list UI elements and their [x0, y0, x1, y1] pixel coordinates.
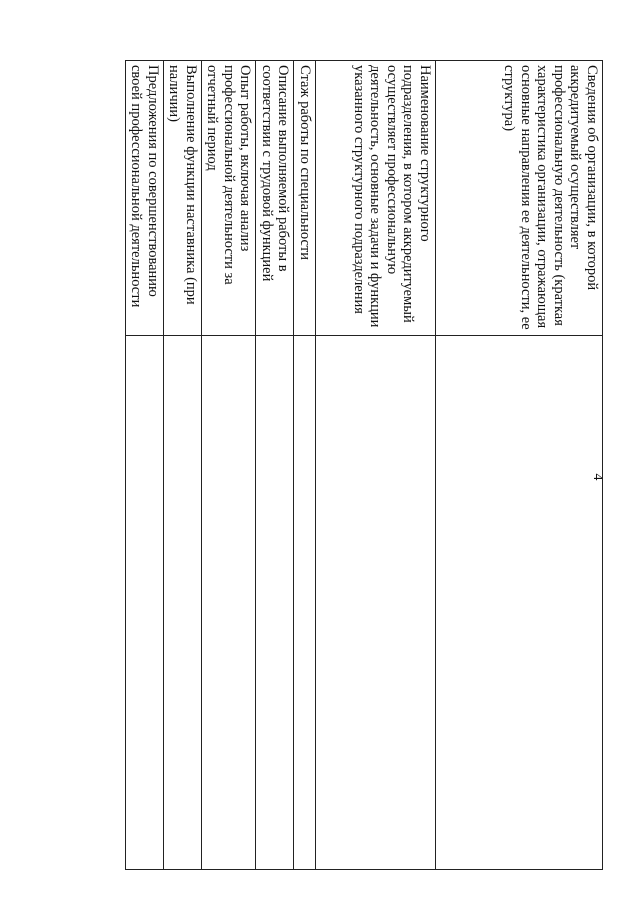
form-table-rotated: [128, 60, 603, 870]
row-value-structural-unit[interactable]: [316, 336, 436, 870]
row-label-mentoring: Выполнение функции наставника (при наличии): [164, 61, 202, 336]
table-row: [294, 61, 316, 870]
row-label-work-description: Описание выполняемой работы в соответствии с трудовой функцией: [256, 61, 294, 336]
table-row: [256, 61, 294, 870]
row-value-mentoring[interactable]: [164, 336, 202, 870]
row-value-organization-info[interactable]: [436, 336, 603, 870]
row-value-activity-analysis[interactable]: [202, 336, 257, 870]
table-row: [164, 61, 202, 870]
row-label-work-experience: Стаж работы по специальности: [294, 61, 316, 336]
row-value-work-description[interactable]: [256, 336, 294, 870]
table-row: [436, 61, 603, 870]
table-row: [126, 61, 164, 870]
row-label-improvement-proposals: Предложения по совершенствованию своей профессиональной деятельности: [126, 61, 164, 336]
form-table: [125, 60, 603, 870]
row-label-organization-info: Сведения об организации, в которой аккредитуемый осуществляет профессиональную деятельность (краткая характеристика организации, отражающая основные направления ее деятельности, ее структура): [436, 61, 603, 336]
page-number: 4: [590, 473, 605, 481]
table-row: [202, 61, 257, 870]
row-label-structural-unit: Наименование структурного подразделения, в котором аккредитуемый осуществляет профессиональную деятельность, основные задачи и функции указанного структурного подразделения: [316, 61, 436, 336]
row-value-improvement-proposals[interactable]: [126, 336, 164, 870]
row-label-activity-analysis: Опыт работы, включая анализ профессиональной деятельности за отчетный период: [202, 61, 257, 336]
table-row: [316, 61, 436, 870]
row-value-work-experience[interactable]: [294, 336, 316, 870]
form-table-wrapper: [128, 60, 603, 870]
